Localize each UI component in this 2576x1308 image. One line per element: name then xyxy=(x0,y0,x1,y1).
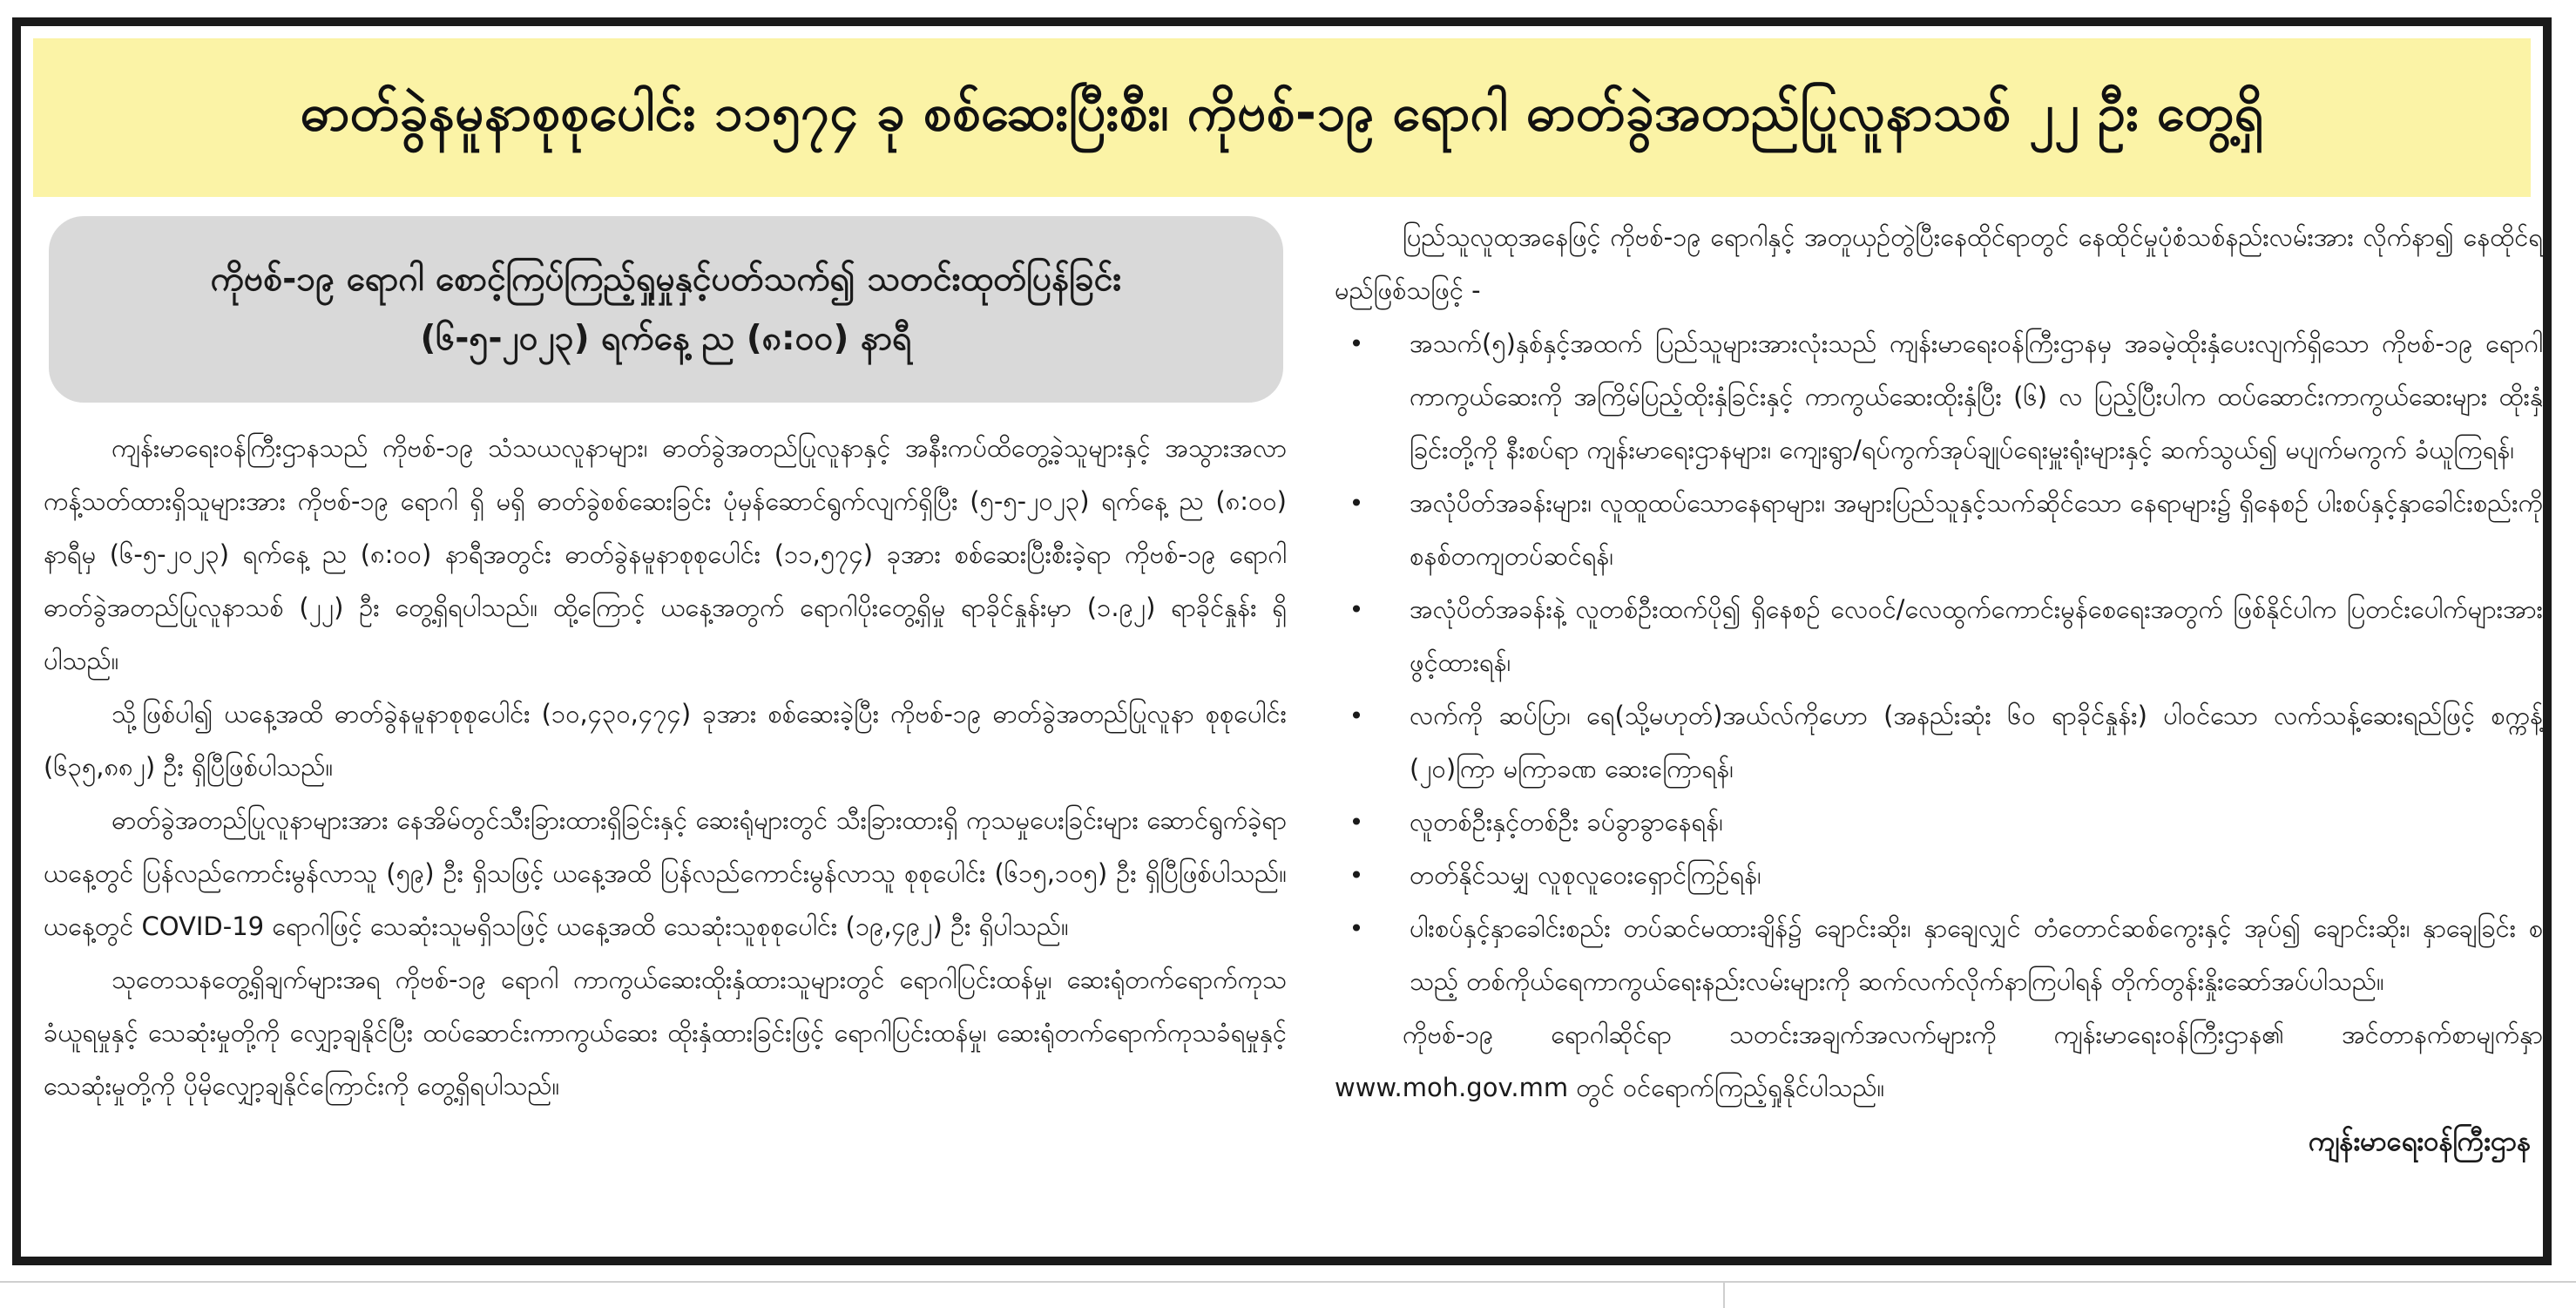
headline-text: ဓာတ်ခွဲနမူနာစုစုပေါင်း ၁၁၅၇၄ ခု စစ်ဆေးပြီးစီး၊ ကိုဗစ်-၁၉ ရောဂါ ဓာတ်ခွဲအတည်ပြုလူနာသစ် ၂၂ ဦး တွေ့ရှိ xyxy=(300,82,2264,142)
bullet-icon: • xyxy=(1349,701,1364,730)
left-body xyxy=(33,422,1292,1113)
subhead-datetime: (၆-၅-၂၀၂၃) ရက်နေ့ ည (၈:၀၀) နာရီ xyxy=(420,319,912,358)
bullet-icon: • xyxy=(1349,914,1364,943)
bullet-icon: • xyxy=(1349,808,1364,837)
footer-rule xyxy=(0,1281,2576,1283)
bullet-icon: • xyxy=(1349,329,1364,358)
headline-banner xyxy=(33,38,2531,197)
right-body xyxy=(1328,211,2543,1169)
subhead-title: ကိုဗစ်-၁၉ ရောဂါ စောင့်ကြပ်ကြည့်ရှုမှုနှင့်ပတ်သက်၍ သတင်းထုတ်ပြန်ခြင်း xyxy=(210,259,1122,299)
signature-ministry: ကျန်းမာရေးဝန်ကြီးဌာန xyxy=(2309,1126,2531,1157)
right-column xyxy=(1328,211,2543,1169)
list-item: • အလုံပိတ်အခန်းနဲ့ လူတစ်ဦးထက်ပို၍ ရှိနေစဉ် လေဝင်/လေထွက်ကောင်းမွန်စေရေးအတွက် ဖြစ်နိုင်ပါက ပြတင်းပေါက်များအား ဖွင့်ထားရန်၊ xyxy=(1335,583,2543,689)
list-item: • လက်ကို ဆပ်ပြာ၊ ရေ(သို့မဟုတ်)အယ်လ်ကိုဟော (အနည်းဆုံး ၆၀ ရာခိုင်နှုန်း) ပါဝင်သော လက်သန့်ဆေးရည်ဖြင့် စက္ကန့် (၂၀)ကြာ မကြာခဏ ဆေးကြောရန်၊ xyxy=(1335,689,2543,796)
list-item: • လူတစ်ဦးနှင့်တစ်ဦး ခပ်ခွာခွာနေရန်၊ xyxy=(1335,796,2543,849)
left-column xyxy=(33,211,1292,1113)
bullet-icon: • xyxy=(1349,595,1364,624)
bullet-icon: • xyxy=(1349,489,1364,518)
footer-divider xyxy=(1723,1283,1725,1308)
paragraph-vaccine-research: သုတေသနတွေ့ရှိချက်များအရ ကိုဗစ်-၁၉ ရောဂါ ကာကွယ်ဆေးထိုးနှံထားသူများတွင် ရောဂါပြင်းထန်မှု၊ ဆေးရုံတက်ရောက်ကုသခံယူရမှုနှင့် သေဆုံးမှုတို့ကို လျှော့ချနိုင်ပြီး ထပ်ဆောင်းကာကွယ်ဆေး ထိုးနှံထားခြင်းဖြင့် ရောဂါပြင်းထန်မှု၊ ဆေးရုံတက်ရောက်ကုသခံရမှုနှင့် သေဆုံးမှုတို့ကို ပိုမိုလျှော့ချနိုင်ကြောင်းကို တွေ့ရှိရပါသည်။ xyxy=(44,965,1287,1101)
paragraph-recoveries-deaths: ဓာတ်ခွဲအတည်ပြုလူနာများအား နေအိမ်တွင်သီးခြားထားရှိခြင်းနှင့် ဆေးရုံများတွင် သီးခြားထားရှိ ကုသမှုပေးခြင်းများ ဆောင်ရွက်ခဲ့ရာ ယနေ့တွင် ပြန်လည်ကောင်းမွန်လာသူ (၅၉) ဦး ရှိသဖြင့် ယနေ့အထိ ပြန်လည်ကောင်းမွန်လာသူ စုစုပေါင်း (၆၁၅,၁၀၅) ဦး ရှိပြီဖြစ်ပါသည်။ ယနေ့တွင် COVID-19 ရောဂါဖြင့် သေဆုံးသူမရှိသဖြင့် ယနေ့အထိ သေဆုံးသူစုစုပေါင်း (၁၉,၄၉၂) ဦး ရှိပါသည်။ xyxy=(44,805,1287,941)
list-item: • အလုံပိတ်အခန်းများ၊ လူထူထပ်သောနေရာများ၊ အများပြည်သူနှင့်သက်ဆိုင်သော နေရာများ၌ ရှိနေစဉ် ပါးစပ်နှင့်နှာခေါင်းစည်းကို စနစ်တကျတပ်ဆင်ရန်၊ xyxy=(1335,477,2543,583)
closing-paragraph: ကိုဗစ်-၁၉ ရောဂါဆိုင်ရာ သတင်းအချက်အလက်များကို ကျန်းမာရေးဝန်ကြီးဌာန၏ အင်တာနက်စာမျက်နှာ www.moh.gov.mm တွင် ဝင်ရောက်ကြည့်ရှုနိုင်ပါသည်။ xyxy=(1335,1020,2543,1102)
bullet-icon: • xyxy=(1349,861,1364,890)
paragraph-testing-summary: ကျန်းမာရေးဝန်ကြီးဌာနသည် ကိုဗစ်-၁၉ သံသယလူနာများ၊ ဓာတ်ခွဲအတည်ပြုလူနာနှင့် အနီးကပ်ထိတွေ့ခဲ့သူများနှင့် အသွားအလာကန့်သတ်ထားရှိသူများအား ကိုဗစ်-၁၉ ရောဂါ ရှိ မရှိ ဓာတ်ခွဲစစ်ဆေးခြင်း ပုံမှန်ဆောင်ရွက်လျက်ရှိပြီး (၅-၅-၂၀၂၃) ရက်နေ့ ည (၈:၀၀) နာရီမှ (၆-၅-၂၀၂၃) ရက်နေ့ ည (၈:၀၀) နာရီအတွင်း ဓာတ်ခွဲနမူနာစုစုပေါင်း (၁၁,၅၇၄) ခုအား စစ်ဆေးပြီးစီးခဲ့ရာ ကိုဗစ်-၁၉ ရောဂါ ဓာတ်ခွဲအတည်ပြုလူနာသစ် (၂၂) ဦး တွေ့ရှိရပါသည်။ ထို့ကြောင့် ယနေ့အတွက် ရောဂါပိုးတွေ့ရှိမှု ရာခိုင်နှုန်းမှာ (၁.၉၂) ရာခိုင်နှုန်း ရှိပါသည်။ xyxy=(44,433,1287,675)
paragraph-cumulative-cases: သို့ဖြစ်ပါ၍ ယနေ့အထိ ဓာတ်ခွဲနမူနာစုစုပေါင်း (၁၀,၄၃၀,၄၇၄) ခုအား စစ်ဆေးခဲ့ပြီး ကိုဗစ်-၁၉ ဓာတ်ခွဲအတည်ပြုလူနာ စုစုပေါင်း (၆၃၅,၈၈၂) ဦး ရှိပြီဖြစ်ပါသည်။ xyxy=(44,699,1287,782)
guidance-intro: ပြည်သူလူထုအနေဖြင့် ကိုဗစ်-၁၉ ရောဂါနှင့် အတူယှဉ်တွဲပြီးနေထိုင်ရာတွင် နေထိုင်မှုပုံစံသစ်နည်းလမ်းအား လိုက်နာ၍ နေထိုင်ရမည်ဖြစ်သဖြင့် - xyxy=(1335,222,2543,305)
list-item: • ပါးစပ်နှင့်နှာခေါင်းစည်း တပ်ဆင်မထားချိန်၌ ချောင်းဆိုး၊ နှာချေလျှင် တံတောင်ဆစ်ကွေးနှင့် အုပ်၍ ချောင်းဆိုး၊ နှာချေခြင်း စသည့် တစ်ကိုယ်ရေကာကွယ်ရေးနည်းလမ်းများကို ဆက်လက်လိုက်နာကြပါရန် တိုက်တွန်းနှိုးဆော်အပ်ပါသည်။ xyxy=(1335,902,2543,1008)
press-release-subhead xyxy=(49,216,1283,403)
list-item: • အသက်(၅)နှစ်နှင့်အထက် ပြည်သူများအားလုံးသည် ကျန်းမာရေးဝန်ကြီးဌာနမှ အခမဲ့ထိုးနှံပေးလျက်ရှိသော ကိုဗစ်-၁၉ ရောဂါ ကာကွယ်ဆေးကို အကြိမ်ပြည့်ထိုးနှံခြင်းနှင့် ကာကွယ်ဆေးထိုးနှံပြီး (၆) လ ပြည့်ပြီးပါက ထပ်ဆောင်းကာကွယ်ဆေးများ ထိုးနှံခြင်းတို့ကို နီးစပ်ရာ ကျန်းမာရေးဌာနများ၊ ကျေးရွာ/ရပ်ကွက်အုပ်ချုပ်ရေးမှူးရုံးများနှင့် ဆက်သွယ်၍ မပျက်မကွက် ခံယူကြရန်၊ xyxy=(1335,317,2543,477)
list-item: • တတ်နိုင်သမျှ လူစုလူဝေးရှောင်ကြဉ်ရန်၊ xyxy=(1335,849,2543,902)
guidance-list xyxy=(1335,317,2543,1008)
news-release-frame xyxy=(12,17,2552,1265)
